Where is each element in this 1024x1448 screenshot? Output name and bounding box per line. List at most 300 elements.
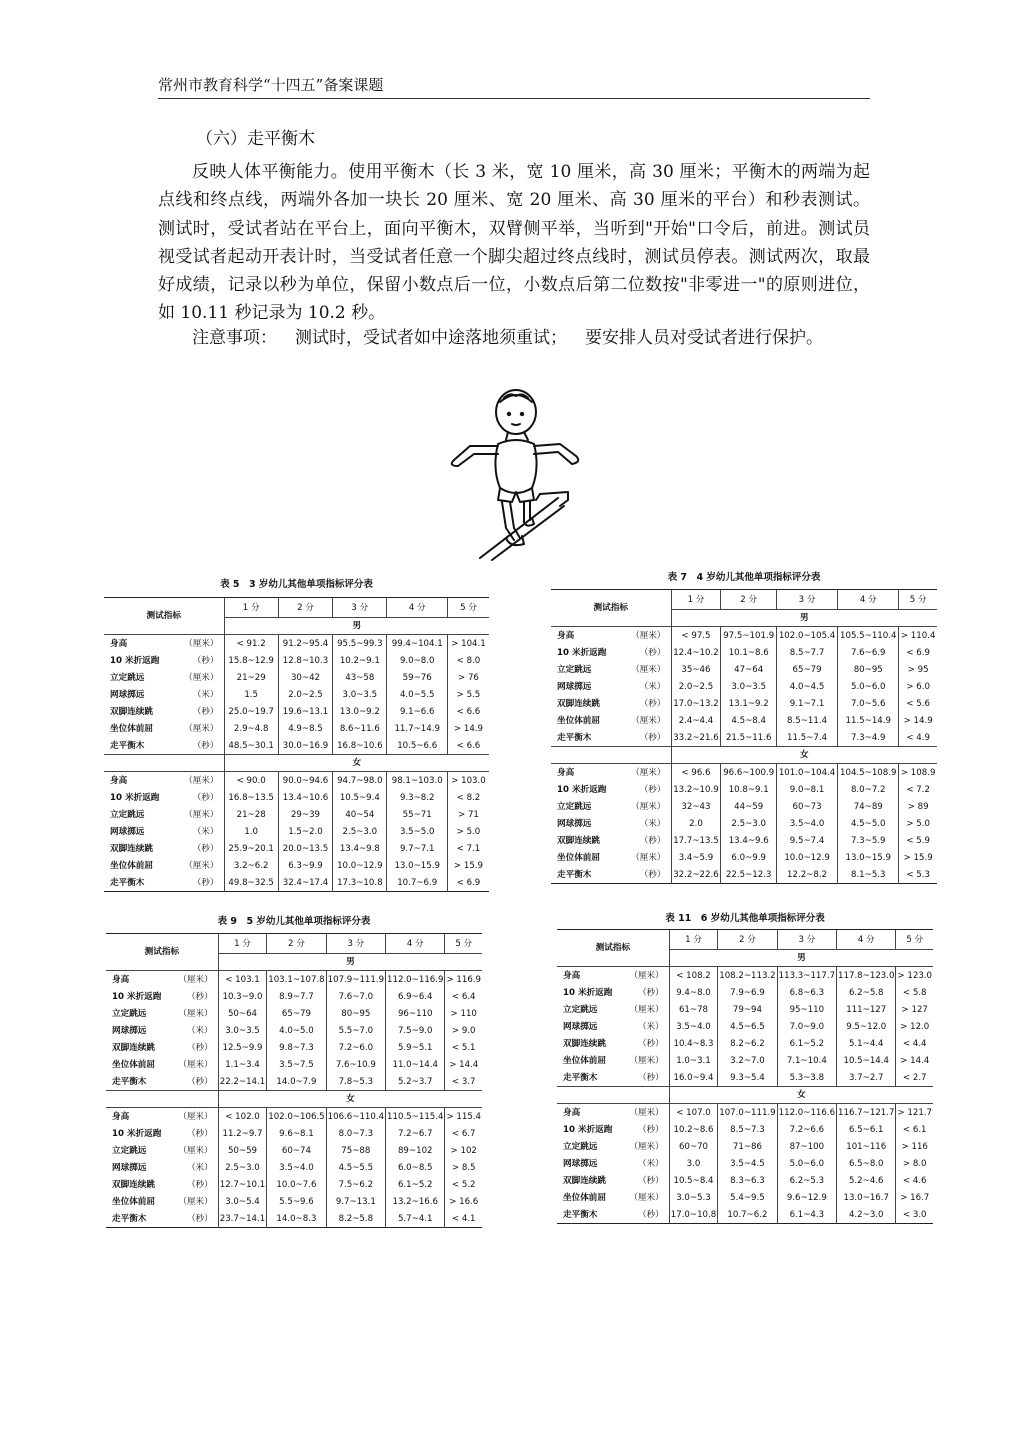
- metric-name: 10 米折返跑: [563, 987, 613, 998]
- metric-name: 10 米折返跑: [563, 1124, 613, 1135]
- score-cell: < 6.7: [445, 1125, 482, 1142]
- score-cell: 3.0~3.5: [218, 1022, 266, 1039]
- score-cell: 6.1~5.2: [386, 1176, 445, 1193]
- metric-name: 坐位体前屈: [110, 723, 153, 734]
- metric-unit: （秒）: [624, 984, 669, 1001]
- score-cell: < 5.9: [899, 832, 937, 849]
- score-cell: > 103.0: [447, 772, 489, 790]
- score-cell: 4.5~5.5: [326, 1159, 385, 1176]
- table-11: [557, 929, 933, 1224]
- score-cell: 5.2~3.7: [386, 1073, 445, 1091]
- score-cell: < 6.6: [447, 703, 489, 720]
- score-cell: 8.9~7.7: [267, 988, 326, 1005]
- table-row: [551, 644, 937, 661]
- score-cell: < 3.0: [896, 1206, 933, 1224]
- score-cell: 6.5~8.0: [837, 1155, 896, 1172]
- metric-unit: （厘米）: [623, 849, 671, 866]
- score-cell: > 5.5: [447, 686, 489, 703]
- score-cell: > 108.9: [899, 764, 937, 782]
- metric-unit: （米）: [176, 823, 224, 840]
- score-cell: 29~39: [278, 806, 332, 823]
- score-cell: 16.8~10.6: [333, 737, 387, 755]
- table-row: [557, 1121, 933, 1138]
- score-cell: 116.7~121.7: [837, 1104, 896, 1122]
- table-row: [557, 984, 933, 1001]
- score-cell: 3.7~2.7: [837, 1069, 896, 1087]
- score-cell: 2.9~4.8: [224, 720, 278, 737]
- score-cell: 11.5~7.4: [776, 729, 837, 747]
- header-title: 常州市教育科学“十四五”备案课题: [158, 76, 384, 94]
- metric-name: 10 米折返跑: [110, 655, 160, 666]
- score-cell: 108.2~113.2: [718, 967, 777, 985]
- score-cell: 2.5~3.0: [721, 815, 777, 832]
- score-cell: < 5.8: [896, 984, 933, 1001]
- metric-name: 身高: [112, 974, 130, 985]
- table-row: [557, 1172, 933, 1189]
- score-cell: 96.6~100.9: [721, 764, 777, 782]
- metric-unit: （厘米）: [624, 1001, 669, 1018]
- metric-name: 身高: [557, 767, 575, 778]
- score-cell: 10.5~8.4: [669, 1172, 717, 1189]
- score-header: 1 分: [224, 598, 278, 618]
- metric-name: 10 米折返跑: [557, 647, 607, 658]
- score-cell: 75~88: [326, 1142, 385, 1159]
- score-cell: 7.8~5.3: [326, 1073, 385, 1091]
- table-row: [557, 1104, 933, 1122]
- score-header: 5 分: [899, 590, 937, 610]
- score-cell: < 2.7: [896, 1069, 933, 1087]
- metric-unit: （米）: [173, 1159, 218, 1176]
- score-cell: 1.5: [224, 686, 278, 703]
- score-cell: 9.7~13.1: [326, 1193, 385, 1210]
- table-row: [551, 798, 937, 815]
- score-cell: 102.0~106.5: [267, 1108, 326, 1126]
- score-cell: 4.9~8.5: [278, 720, 332, 737]
- table-row: [551, 849, 937, 866]
- score-cell: 4.5~6.5: [718, 1018, 777, 1035]
- metric-unit: （厘米）: [176, 635, 224, 653]
- metric-unit: （秒）: [173, 1039, 218, 1056]
- score-cell: 12.5~9.9: [218, 1039, 266, 1056]
- score-cell: 20.0~13.5: [278, 840, 332, 857]
- score-cell: 3.0~5.3: [669, 1189, 717, 1206]
- score-cell: 11.7~14.9: [387, 720, 447, 737]
- score-cell: 80~95: [326, 1005, 385, 1022]
- metric-unit: （秒）: [173, 988, 218, 1005]
- metric-name: 双脚连续跳: [112, 1179, 155, 1190]
- metric-name: 网球掷远: [110, 689, 145, 700]
- metric-unit: （厘米）: [624, 1104, 669, 1122]
- score-cell: > 15.9: [447, 857, 489, 874]
- metric-unit: （秒）: [173, 1176, 218, 1193]
- score-header: 2 分: [278, 598, 332, 618]
- score-cell: > 71: [447, 806, 489, 823]
- metric-unit: （米）: [624, 1018, 669, 1035]
- metric-header: 测试指标: [557, 930, 669, 967]
- score-cell: 104.5~108.9: [838, 764, 899, 782]
- score-cell: 10.0~12.9: [333, 857, 387, 874]
- table-row: [106, 1125, 482, 1142]
- score-cell: 35~46: [671, 661, 721, 678]
- score-cell: 8.0~7.2: [838, 781, 899, 798]
- score-cell: 5.1~4.4: [837, 1035, 896, 1052]
- score-cell: < 102.0: [218, 1108, 266, 1126]
- score-cell: 6.0~9.9: [721, 849, 777, 866]
- score-cell: 10.5~14.4: [837, 1052, 896, 1069]
- score-cell: 17.0~10.8: [669, 1206, 717, 1224]
- score-cell: > 116.9: [445, 971, 482, 989]
- score-cell: > 104.1: [447, 635, 489, 653]
- score-cell: < 6.6: [447, 737, 489, 755]
- score-cell: 5.0~6.0: [777, 1155, 836, 1172]
- score-cell: 13.0~15.9: [387, 857, 447, 874]
- boys-label: 男: [218, 954, 482, 971]
- score-header: 3 分: [777, 930, 836, 950]
- score-cell: 110.5~115.4: [386, 1108, 445, 1126]
- note-item-1: 测试时，受试者如中途落地须重试；: [295, 328, 567, 348]
- metric-name: 10 米折返跑: [112, 991, 162, 1002]
- score-cell: > 14.4: [445, 1056, 482, 1073]
- score-cell: 9.1~7.1: [776, 695, 837, 712]
- score-cell: 3.0~3.5: [721, 678, 777, 695]
- girls-label: 女: [224, 755, 489, 772]
- score-cell: > 110: [445, 1005, 482, 1022]
- score-cell: 9.3~5.4: [718, 1069, 777, 1087]
- score-cell: 8.6~11.6: [333, 720, 387, 737]
- metric-name: 坐位体前屈: [563, 1055, 606, 1066]
- metric-unit: （秒）: [176, 840, 224, 857]
- table-row: [557, 1035, 933, 1052]
- score-cell: 17.0~13.2: [671, 695, 721, 712]
- score-cell: < 90.0: [224, 772, 278, 790]
- score-cell: 25.9~20.1: [224, 840, 278, 857]
- score-cell: 7.6~10.9: [326, 1056, 385, 1073]
- score-cell: > 127: [896, 1001, 933, 1018]
- score-cell: < 5.3: [899, 866, 937, 884]
- score-cell: 7.5~9.0: [386, 1022, 445, 1039]
- metric-unit: （厘米）: [624, 1189, 669, 1206]
- score-cell: 7.2~6.6: [777, 1121, 836, 1138]
- metric-name: 双脚连续跳: [110, 706, 153, 717]
- score-cell: 8.5~11.4: [776, 712, 837, 729]
- metric-unit: （厘米）: [173, 1005, 218, 1022]
- table-row: [104, 669, 489, 686]
- score-header: 4 分: [386, 934, 445, 954]
- metric-unit: （秒）: [624, 1206, 669, 1224]
- note-item-2: 要安排人员对受试者进行保护。: [585, 328, 823, 348]
- metric-unit: （秒）: [176, 652, 224, 669]
- score-cell: 80~95: [838, 661, 899, 678]
- table-row: [557, 1206, 933, 1224]
- score-cell: < 91.2: [224, 635, 278, 653]
- score-cell: 6.8~6.3: [777, 984, 836, 1001]
- metric-unit: （厘米）: [623, 627, 671, 645]
- score-cell: 2.5~3.0: [333, 823, 387, 840]
- table-row: [106, 988, 482, 1005]
- score-cell: 59~76: [387, 669, 447, 686]
- metric-name: 身高: [110, 638, 128, 649]
- score-cell: 13.2~16.6: [386, 1193, 445, 1210]
- metric-name: 10 米折返跑: [112, 1128, 162, 1139]
- score-cell: 44~59: [721, 798, 777, 815]
- score-cell: < 108.2: [669, 967, 717, 985]
- score-cell: 10.7~6.9: [387, 874, 447, 892]
- boys-label: 男: [669, 950, 933, 967]
- metric-name: 身高: [112, 1111, 130, 1122]
- score-cell: 6.2~5.3: [777, 1172, 836, 1189]
- score-cell: 7.6~6.9: [838, 644, 899, 661]
- score-header: 3 分: [776, 590, 837, 610]
- score-cell: < 6.9: [447, 874, 489, 892]
- table-row: [106, 1039, 482, 1056]
- table-row: [104, 874, 489, 892]
- girls-label: 女: [218, 1091, 482, 1108]
- score-cell: 60~73: [776, 798, 837, 815]
- metric-name: 10 米折返跑: [110, 792, 160, 803]
- metric-unit: （厘米）: [623, 661, 671, 678]
- score-cell: < 97.5: [671, 627, 721, 645]
- metric-name: 走平衡木: [112, 1213, 147, 1224]
- score-cell: 4.2~3.0: [837, 1206, 896, 1224]
- metric-unit: （厘米）: [623, 712, 671, 729]
- score-cell: > 16.6: [445, 1193, 482, 1210]
- score-cell: 1.0~3.1: [669, 1052, 717, 1069]
- score-cell: 91.2~95.4: [278, 635, 332, 653]
- score-cell: 16.8~13.5: [224, 789, 278, 806]
- score-cell: 9.5~12.0: [837, 1018, 896, 1035]
- score-cell: 3.5~4.5: [718, 1155, 777, 1172]
- metric-unit: （厘米）: [176, 772, 224, 790]
- table-row: [106, 1108, 482, 1126]
- table-row: [106, 1142, 482, 1159]
- score-cell: 8.2~6.2: [718, 1035, 777, 1052]
- score-cell: 10.3~9.0: [218, 988, 266, 1005]
- boys-label: 男: [224, 618, 489, 635]
- metric-name: 双脚连续跳: [557, 698, 600, 709]
- table-row: [557, 1069, 933, 1087]
- score-cell: < 4.1: [445, 1210, 482, 1228]
- metric-unit: （厘米）: [173, 1142, 218, 1159]
- score-cell: 117.8~123.0: [837, 967, 896, 985]
- score-cell: 7.6~7.0: [326, 988, 385, 1005]
- score-cell: 3.0~5.4: [218, 1193, 266, 1210]
- score-cell: > 8.0: [896, 1155, 933, 1172]
- metric-name: 走平衡木: [557, 869, 592, 880]
- score-cell: 3.5~4.0: [267, 1159, 326, 1176]
- score-cell: 3.0~3.5: [333, 686, 387, 703]
- score-header: 5 分: [445, 934, 482, 954]
- score-cell: 8.1~5.3: [838, 866, 899, 884]
- score-cell: < 96.6: [671, 764, 721, 782]
- metric-unit: （秒）: [176, 703, 224, 720]
- metric-name: 立定跳远: [557, 801, 592, 812]
- score-cell: 13.0~15.9: [838, 849, 899, 866]
- score-cell: 3.5~5.0: [387, 823, 447, 840]
- table-header-row: [106, 934, 482, 954]
- score-cell: 3.0: [669, 1155, 717, 1172]
- score-cell: < 8.0: [447, 652, 489, 669]
- table-row: [104, 789, 489, 806]
- table-row: [104, 635, 489, 653]
- score-cell: 1.1~3.4: [218, 1056, 266, 1073]
- score-cell: 13.4~9.6: [721, 832, 777, 849]
- score-cell: 113.3~117.7: [777, 967, 836, 985]
- score-header: 4 分: [838, 590, 899, 610]
- score-cell: 79~94: [718, 1001, 777, 1018]
- score-cell: 9.6~12.9: [777, 1189, 836, 1206]
- table-row: [104, 652, 489, 669]
- table-row: [551, 729, 937, 747]
- score-cell: 6.1~4.3: [777, 1206, 836, 1224]
- table-row: [104, 737, 489, 755]
- score-cell: < 107.0: [669, 1104, 717, 1122]
- metric-name: 立定跳远: [110, 809, 145, 820]
- score-cell: 21~28: [224, 806, 278, 823]
- table-row: [106, 1022, 482, 1039]
- score-cell: 99.4~104.1: [387, 635, 447, 653]
- score-cell: 21.5~11.6: [721, 729, 777, 747]
- score-cell: 97.5~101.9: [721, 627, 777, 645]
- table-7-caption: 表 7 4 岁幼儿其他单项指标评分表: [667, 572, 821, 583]
- score-cell: 5.4~9.5: [718, 1189, 777, 1206]
- metric-name: 走平衡木: [563, 1209, 598, 1220]
- score-cell: 17.7~13.5: [671, 832, 721, 849]
- score-cell: 4.5~8.4: [721, 712, 777, 729]
- table-5-caption: 表 5 3 岁幼儿其他单项指标评分表: [220, 579, 373, 590]
- table-9-caption: 表 9 5 岁幼儿其他单项指标评分表: [217, 916, 371, 927]
- score-cell: 3.5~4.0: [669, 1018, 717, 1035]
- table-row: [551, 661, 937, 678]
- girls-label: 女: [669, 1087, 933, 1104]
- score-cell: 13.4~10.6: [278, 789, 332, 806]
- metric-name: 双脚连续跳: [563, 1038, 606, 1049]
- table-9: [106, 933, 482, 1228]
- score-cell: 9.6~8.1: [267, 1125, 326, 1142]
- score-cell: > 123.0: [896, 967, 933, 985]
- metric-unit: （米）: [623, 678, 671, 695]
- score-cell: 106.6~110.4: [326, 1108, 385, 1126]
- score-cell: 10.4~8.3: [669, 1035, 717, 1052]
- score-cell: 1.0: [224, 823, 278, 840]
- score-cell: > 5.0: [899, 815, 937, 832]
- score-cell: 55~71: [387, 806, 447, 823]
- metric-name: 网球掷远: [112, 1025, 147, 1036]
- score-cell: 5.5~9.6: [267, 1193, 326, 1210]
- score-cell: 3.4~5.9: [671, 849, 721, 866]
- score-cell: 3.2~6.2: [224, 857, 278, 874]
- table-row: [104, 823, 489, 840]
- metric-unit: （秒）: [176, 789, 224, 806]
- score-cell: 7.5~6.2: [326, 1176, 385, 1193]
- metric-name: 走平衡木: [112, 1076, 147, 1087]
- metric-unit: （秒）: [623, 832, 671, 849]
- metric-unit: （秒）: [624, 1035, 669, 1052]
- score-cell: 13.1~9.2: [721, 695, 777, 712]
- score-header: 4 分: [387, 598, 447, 618]
- score-cell: 4.0~5.0: [267, 1022, 326, 1039]
- metric-name: 身高: [110, 775, 128, 786]
- metric-header: 测试指标: [104, 598, 224, 635]
- table-row: [551, 678, 937, 695]
- section-title: （六）走平衡木: [196, 129, 315, 149]
- score-cell: 5.5~7.0: [326, 1022, 385, 1039]
- score-cell: 12.8~10.3: [278, 652, 332, 669]
- score-cell: > 12.0: [896, 1018, 933, 1035]
- score-cell: 4.0~5.5: [387, 686, 447, 703]
- metric-name: 立定跳远: [112, 1008, 147, 1019]
- table-header-row: [551, 590, 937, 610]
- metric-name: 立定跳远: [112, 1145, 147, 1156]
- score-cell: 14.0~7.9: [267, 1073, 326, 1091]
- score-cell: 10.2~8.6: [669, 1121, 717, 1138]
- score-cell: < 103.1: [218, 971, 266, 989]
- table-row: [104, 840, 489, 857]
- metric-name: 走平衡木: [110, 740, 145, 751]
- score-cell: 43~58: [333, 669, 387, 686]
- metric-unit: （厘米）: [624, 1138, 669, 1155]
- table-row: [106, 1073, 482, 1091]
- score-cell: 4.5~5.0: [838, 815, 899, 832]
- score-header: 4 分: [837, 930, 896, 950]
- score-cell: 7.0~5.6: [838, 695, 899, 712]
- metric-name: 立定跳远: [563, 1141, 598, 1152]
- metric-unit: （厘米）: [176, 669, 224, 686]
- score-cell: > 9.0: [445, 1022, 482, 1039]
- score-header: 3 分: [333, 598, 387, 618]
- score-cell: 7.2~6.7: [386, 1125, 445, 1142]
- score-cell: 5.9~5.1: [386, 1039, 445, 1056]
- score-cell: 12.4~10.2: [671, 644, 721, 661]
- score-cell: 47~64: [721, 661, 777, 678]
- score-cell: 9.7~7.1: [387, 840, 447, 857]
- metric-unit: （秒）: [173, 1125, 218, 1142]
- boys-label: 男: [671, 610, 937, 627]
- score-cell: 8.5~7.7: [776, 644, 837, 661]
- metric-name: 网球掷远: [563, 1021, 598, 1032]
- score-cell: 61~78: [669, 1001, 717, 1018]
- score-cell: 7.3~4.9: [838, 729, 899, 747]
- metric-name: 身高: [563, 1107, 581, 1118]
- score-cell: < 4.6: [896, 1172, 933, 1189]
- metric-name: 坐位体前屈: [557, 852, 600, 863]
- metric-unit: （厘米）: [173, 1056, 218, 1073]
- note-label: 注意事项：: [192, 328, 277, 348]
- metric-name: 网球掷远: [112, 1162, 147, 1173]
- score-cell: 10.8~9.1: [721, 781, 777, 798]
- table-row: [557, 1001, 933, 1018]
- table-header-row: [104, 598, 489, 618]
- score-cell: 48.5~30.1: [224, 737, 278, 755]
- metric-unit: （米）: [173, 1022, 218, 1039]
- table-row: [104, 703, 489, 720]
- score-cell: < 5.6: [899, 695, 937, 712]
- table-row: [106, 1056, 482, 1073]
- score-cell: 8.5~7.3: [718, 1121, 777, 1138]
- metric-unit: （秒）: [624, 1069, 669, 1087]
- score-cell: 50~59: [218, 1142, 266, 1159]
- score-cell: 5.7~4.1: [386, 1210, 445, 1228]
- metric-unit: （秒）: [623, 781, 671, 798]
- metric-unit: （厘米）: [173, 1108, 218, 1126]
- metric-name: 身高: [557, 630, 575, 641]
- score-cell: < 8.2: [447, 789, 489, 806]
- metric-name: 立定跳远: [557, 664, 592, 675]
- score-header: 5 分: [447, 598, 489, 618]
- score-header: 3 分: [326, 934, 385, 954]
- metric-unit: （厘米）: [176, 806, 224, 823]
- table-row: [551, 712, 937, 729]
- score-cell: 6.3~9.9: [278, 857, 332, 874]
